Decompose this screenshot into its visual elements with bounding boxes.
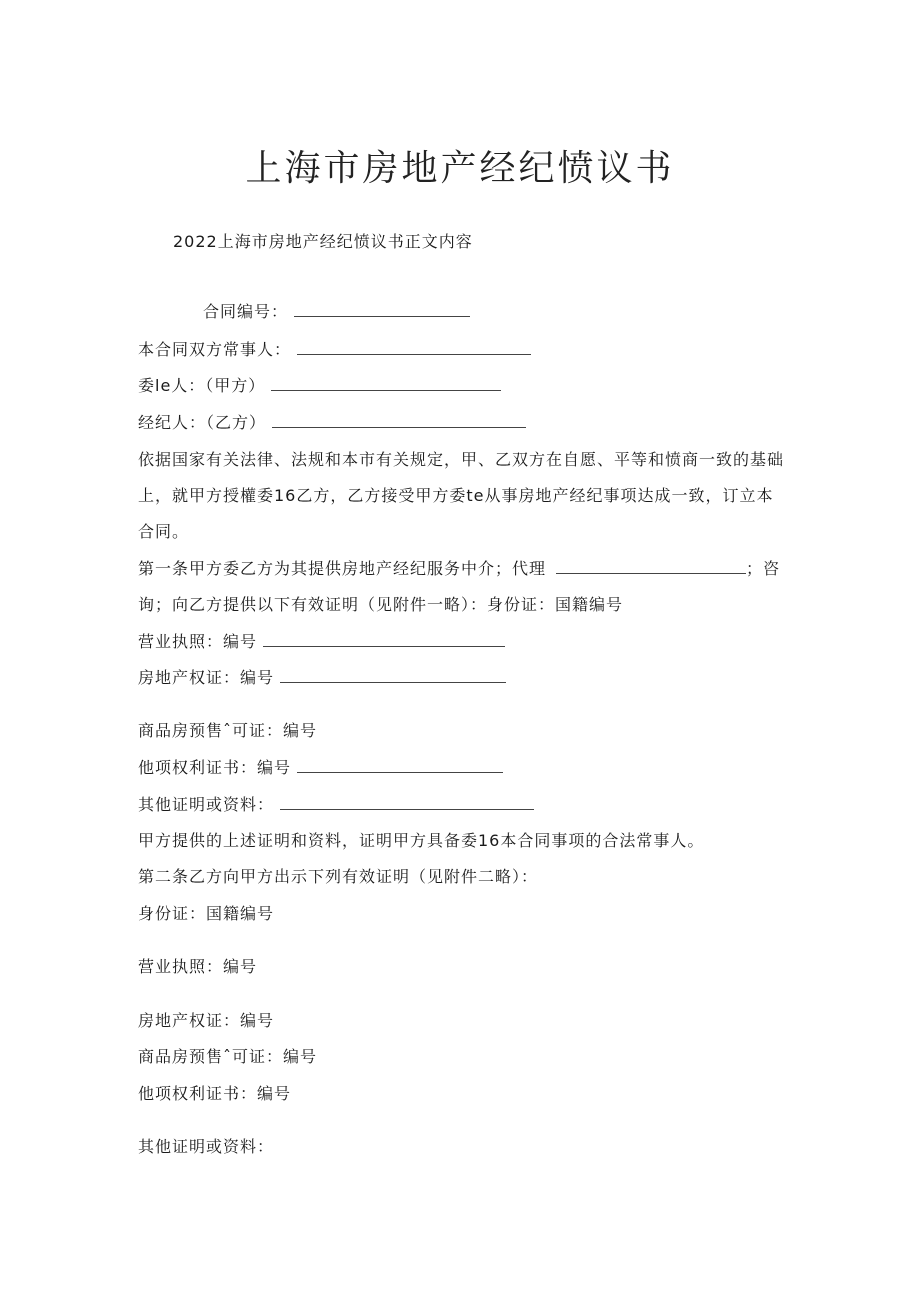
a-other-rights-blank bbox=[297, 758, 503, 773]
principal-blank bbox=[271, 376, 501, 391]
parties-line bbox=[138, 340, 531, 360]
parties-label: 本合同双方常事人： bbox=[138, 340, 292, 359]
agent-blank bbox=[556, 559, 746, 574]
b-id-line: 身份证：国籍编号 bbox=[138, 904, 275, 923]
a-property-cert-line bbox=[138, 668, 506, 688]
paragraph-1-line-2: 上，就甲方授權委16乙方，乙方接受甲方委te从事房地产经纪事项达成一致，订立本 bbox=[138, 486, 774, 505]
a-other-label: 其他证明或资料： bbox=[138, 795, 275, 814]
a-business-license-label: 营业执照：编号 bbox=[138, 632, 258, 651]
article-2-line: 第二条乙方向甲方出示下列有效证明（见附件二略）： bbox=[138, 867, 539, 886]
broker-line bbox=[138, 413, 526, 433]
article-1-text: 第一条甲方委乙方为其提供房地产经纪服务中介；代理 bbox=[138, 559, 547, 578]
a-other-blank bbox=[280, 795, 534, 810]
broker-label: 经纪人：（乙方） bbox=[138, 413, 267, 432]
a-business-license-line bbox=[138, 632, 505, 652]
a-property-cert-label: 房地产权证：编号 bbox=[138, 668, 275, 687]
a-other-rights-line bbox=[138, 758, 503, 778]
principal-label: 委le人：（甲方） bbox=[138, 376, 266, 395]
contract-number-label: 合同编号： bbox=[203, 302, 289, 321]
b-presale-line: 商品房预售ˆ可证：编号 bbox=[138, 1047, 318, 1066]
a-other-line bbox=[138, 795, 534, 815]
parties-blank bbox=[297, 340, 531, 355]
article-1-line-2: 询；向乙方提供以下有效证明（见附件一略）：身份证：国籍编号 bbox=[138, 595, 624, 614]
document-title: 上海市房地产经纪愤议书 bbox=[245, 148, 675, 189]
article-1-end: ；咨 bbox=[746, 559, 781, 578]
b-other-rights-line: 他项权利证书：编号 bbox=[138, 1084, 292, 1103]
paragraph-1-line-1: 依据国家有关法律、法规和本市有关规定，甲、乙双方在自愿、平等和愤商一致的基础 bbox=[138, 450, 785, 469]
contract-number-line bbox=[203, 302, 470, 322]
a-presale-line: 商品房预售ˆ可证：编号 bbox=[138, 721, 318, 740]
b-other-line: 其他证明或资料： bbox=[138, 1137, 275, 1156]
b-business-license-line: 营业执照：编号 bbox=[138, 957, 258, 976]
a-business-license-blank bbox=[263, 632, 505, 647]
principal-line bbox=[138, 376, 501, 396]
document-subtitle: 2022上海市房地产经纪愤议书正文内容 bbox=[173, 232, 473, 251]
b-property-cert-line: 房地产权证：编号 bbox=[138, 1011, 275, 1030]
article-1-line-1 bbox=[138, 559, 780, 579]
a-other-rights-label: 他项权利证书：编号 bbox=[138, 758, 292, 777]
statement-line: 甲方提供的上述证明和资料，证明甲方具备委16本合同事项的合法常事人。 bbox=[138, 831, 705, 850]
a-property-cert-blank bbox=[280, 668, 506, 683]
contract-number-blank bbox=[294, 302, 470, 317]
paragraph-1-line-3: 合同。 bbox=[138, 522, 190, 541]
broker-blank bbox=[272, 413, 526, 428]
